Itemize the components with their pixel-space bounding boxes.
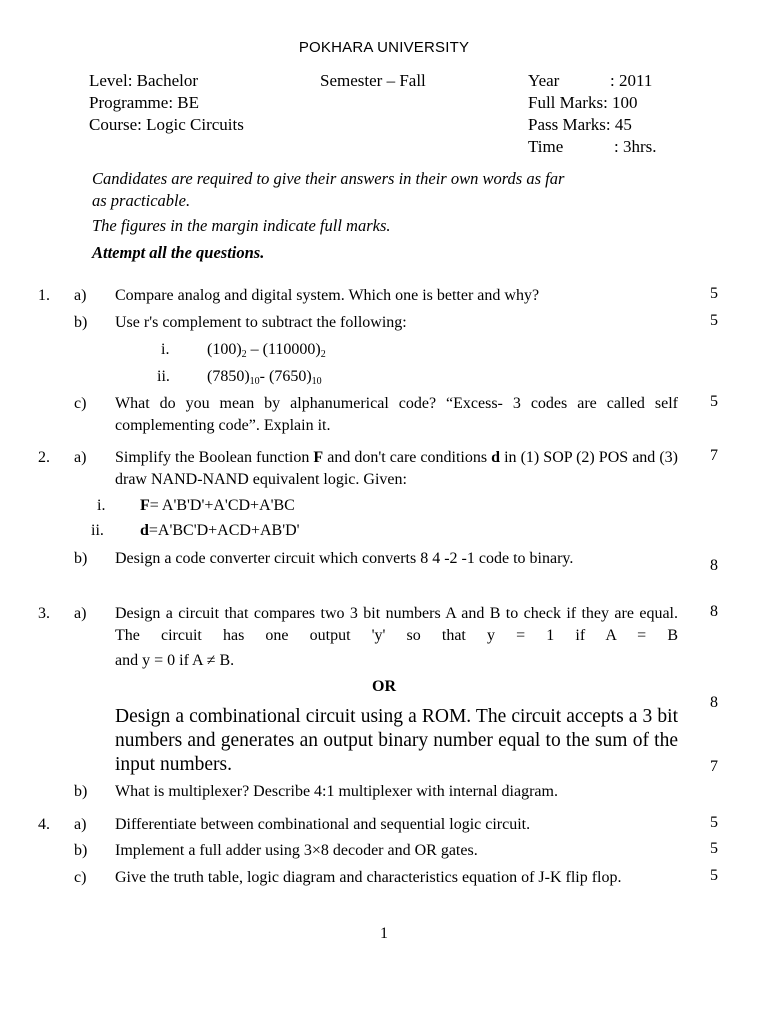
q1c-text: What do you mean by alphanumerical code? “Excess- 3 codes are called self complementing code”. Explain it. (115, 395, 678, 434)
q1b-ii-label: ii. (157, 368, 170, 385)
q4c-label: c) (74, 869, 87, 886)
q1b-label: b) (74, 314, 88, 331)
q1b-i-label: i. (161, 341, 170, 358)
attempt-all-instruction: Attempt all the questions. (92, 243, 265, 262)
q1c-marks: 5 (710, 393, 718, 410)
year-label: Year (528, 71, 560, 90)
q1c-label: c) (74, 395, 87, 412)
or-separator: OR (372, 678, 396, 695)
q3a-last-line: and y = 0 if A ≠ B. (115, 652, 235, 669)
q4c-text: Give the truth table, logic diagram and characteristics equation of J-K flip flop. (115, 869, 622, 886)
instruction-marks-note: The figures in the margin indicate full marks. (92, 216, 391, 235)
q1a-text: Compare analog and digital system. Which one is better and why? (115, 287, 540, 304)
q3a-alternative-text: Design a combinational circuit using a ROM. The circuit accepts a 3 bit numbers and generates an output binary number equal to the sum of the input numbers. (115, 706, 678, 775)
time-label: Time (528, 137, 564, 156)
q4c-marks: 5 (710, 867, 718, 884)
course: Course: Logic Circuits (89, 115, 244, 134)
q3a-text: Design a circuit that compares two 3 bit numbers A and B to check if they are equal. The circuit has one output 'y' so that y = 1 if A = B (115, 605, 678, 644)
q3-number: 3. (38, 605, 50, 622)
time-value: : 3hrs. (614, 137, 657, 156)
q4b-marks: 5 (710, 840, 718, 857)
year-value: : 2011 (610, 71, 653, 90)
q2a-ii-expression: d=A'BC'D+ACD+AB'D' (140, 522, 300, 539)
q1b-marks: 5 (710, 312, 718, 329)
q2a-label: a) (74, 449, 87, 466)
q4a-marks: 5 (710, 814, 718, 831)
q2-number: 2. (38, 449, 50, 466)
q2a-text: Simplify the Boolean function F and don't care conditions d in (1) SOP (2) POS and (3) draw NAND-NAND equivalent logic. Given: (115, 449, 678, 488)
q3a-marks: 8 (710, 603, 718, 620)
instruction-line-1: Candidates are required to give their answers in their own words as far (92, 169, 565, 188)
q3b-label: b) (74, 783, 88, 800)
semester: Semester – Fall (320, 71, 426, 90)
q1b-i-expression: $(100)_2 - (110000)_2$ (207, 341, 326, 360)
q3b-marks: 7 (710, 758, 718, 775)
instruction-line-2: as practicable. (92, 191, 191, 210)
q3a-alternative-marks: 8 (710, 694, 718, 711)
page-number: 1 (380, 925, 388, 942)
q2b-text: Design a code converter circuit which converts 8 4 -2 -1 code to binary. (115, 550, 574, 567)
q1b-ii-expression: $(7850)_{10}-$ $(7650)_{10}$ (207, 368, 322, 387)
q4a-label: a) (74, 816, 87, 833)
q4-number: 4. (38, 816, 50, 833)
programme: Programme: BE (89, 93, 200, 112)
q1-number: 1. (38, 287, 50, 304)
q2b-label: b) (74, 550, 88, 567)
q2a-marks: 7 (710, 447, 718, 464)
q4b-text: Implement a full adder using 3×8 decoder and OR gates. (115, 842, 478, 859)
q2a-i-expression: F= A'B'D'+A'CD+A'BC (140, 497, 295, 514)
level: Level: Bachelor (89, 71, 199, 90)
q1b-text: Use r's complement to subtract the following: (115, 314, 407, 331)
q2b-marks: 8 (710, 557, 718, 574)
q2a-i-label: i. (97, 497, 106, 514)
university-title: POKHARA UNIVERSITY (298, 39, 470, 56)
q3a-label: a) (74, 605, 87, 622)
q4a-text: Differentiate between combinational and sequential logic circuit. (115, 816, 531, 833)
q1a-marks: 5 (710, 285, 718, 302)
q2a-ii-label: ii. (91, 522, 104, 539)
q1a-label: a) (74, 287, 87, 304)
q3b-text: What is multiplexer? Describe 4:1 multiplexer with internal diagram. (115, 783, 558, 800)
full-marks: Full Marks: 100 (528, 93, 638, 112)
q4b-label: b) (74, 842, 88, 859)
pass-marks: Pass Marks: 45 (528, 115, 632, 134)
